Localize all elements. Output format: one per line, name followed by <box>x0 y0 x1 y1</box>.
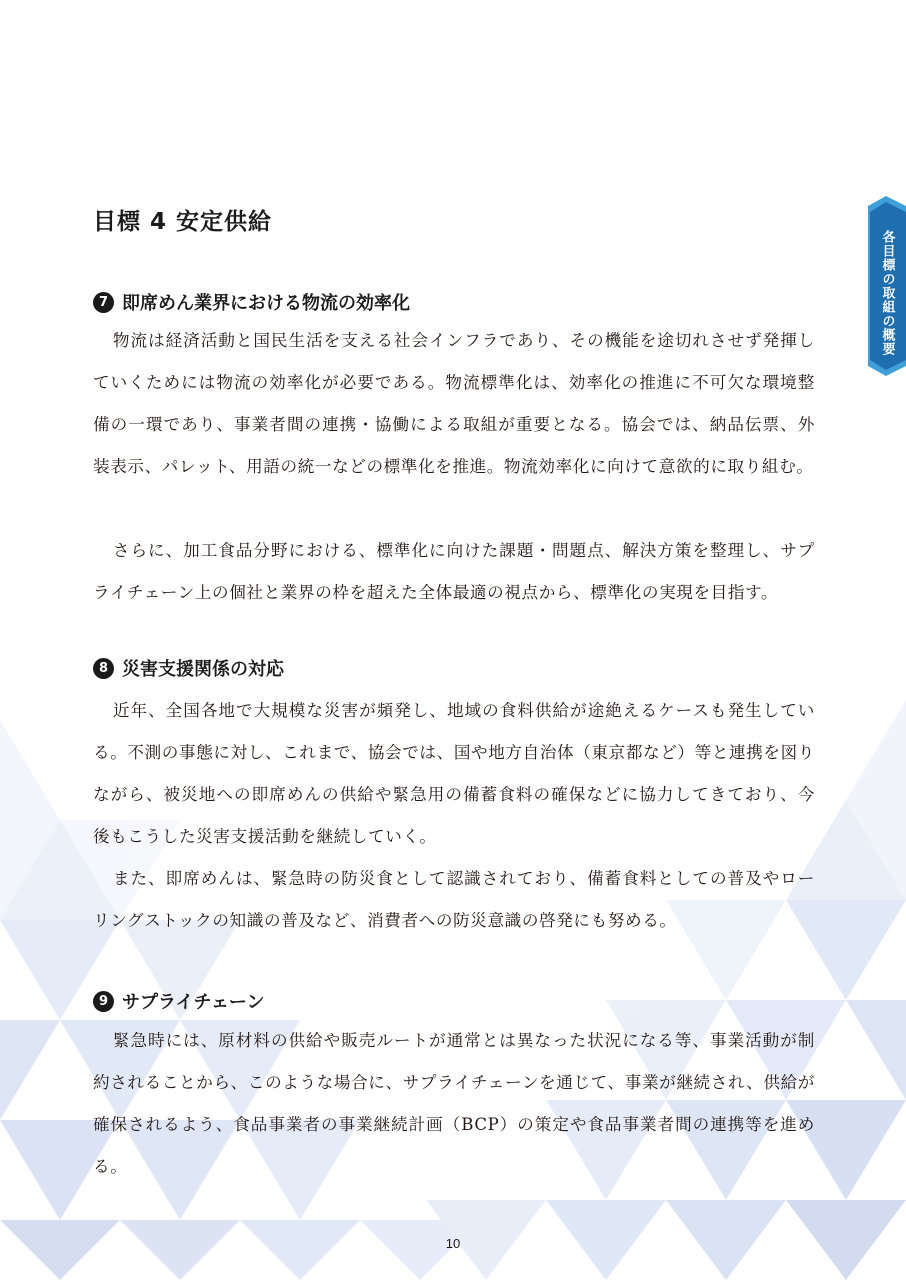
goal-heading: 目標 4 安定供給 <box>93 209 273 235</box>
side-tab-label: 各目標の取組の概要 <box>879 230 895 356</box>
section-heading-8 <box>93 655 284 681</box>
section-title: サプライチェーン <box>122 992 265 1013</box>
section-heading-9 <box>93 988 265 1014</box>
page-number: 10 <box>445 1236 461 1251</box>
section-number-badge: 7 <box>93 292 114 313</box>
side-tab <box>868 196 906 376</box>
body-paragraph: 物流は経済活動と国民生活を支える社会インフラであり、その機能を途切れさせず発揮していくためには物流の効率化が必要である。物流標準化は、効率化の推進に不可欠な環境整備の一環であり、事業者間の連携・協働による取組が重要となる。協会では、納品伝票、外装表示、パレット、用語の統一などの標準化を推進。物流効率化に向けて意欲的に取り組む。 <box>93 331 815 476</box>
body-paragraph: 近年、全国各地で大規模な災害が頻発し、地域の食料供給が途絶えるケースも発生している。不測の事態に対し、これまで、協会では、国や地方自治体（東京都など）等と連携を図りながら、被災地への即席めんの供給や緊急用の備蓄食料の確保などに協力してきており、今後もこうした災害支援活動を継続していく。 <box>93 701 815 846</box>
section-title: 即席めん業界における物流の効率化 <box>122 293 410 314</box>
section-number-badge: 9 <box>93 991 114 1012</box>
section-heading-7 <box>93 289 410 315</box>
body-paragraph: 緊急時には、原材料の供給や販売ルートが通常とは異なった状況になる等、事業活動が制約されることから、このような場合に、サプライチェーンを通じて、事業が継続され、供給が確保されるよう、食品事業者の事業継続計画（BCP）の策定や食品事業者間の連携等を進める。 <box>93 1031 815 1176</box>
section-title: 災害支援関係の対応 <box>122 659 284 680</box>
section-number-badge: 8 <box>93 658 114 679</box>
body-paragraph: さらに、加工食品分野における、標準化に向けた課題・問題点、解決方策を整理し、サプライチェーン上の個社と業界の枠を超えた全体最適の視点から、標準化の実現を目指す。 <box>93 541 815 602</box>
body-paragraph: また、即席めんは、緊急時の防災食として認識されており、備蓄食料としての普及やローリングストックの知識の普及など、消費者への防災意識の啓発にも努める。 <box>93 869 815 930</box>
